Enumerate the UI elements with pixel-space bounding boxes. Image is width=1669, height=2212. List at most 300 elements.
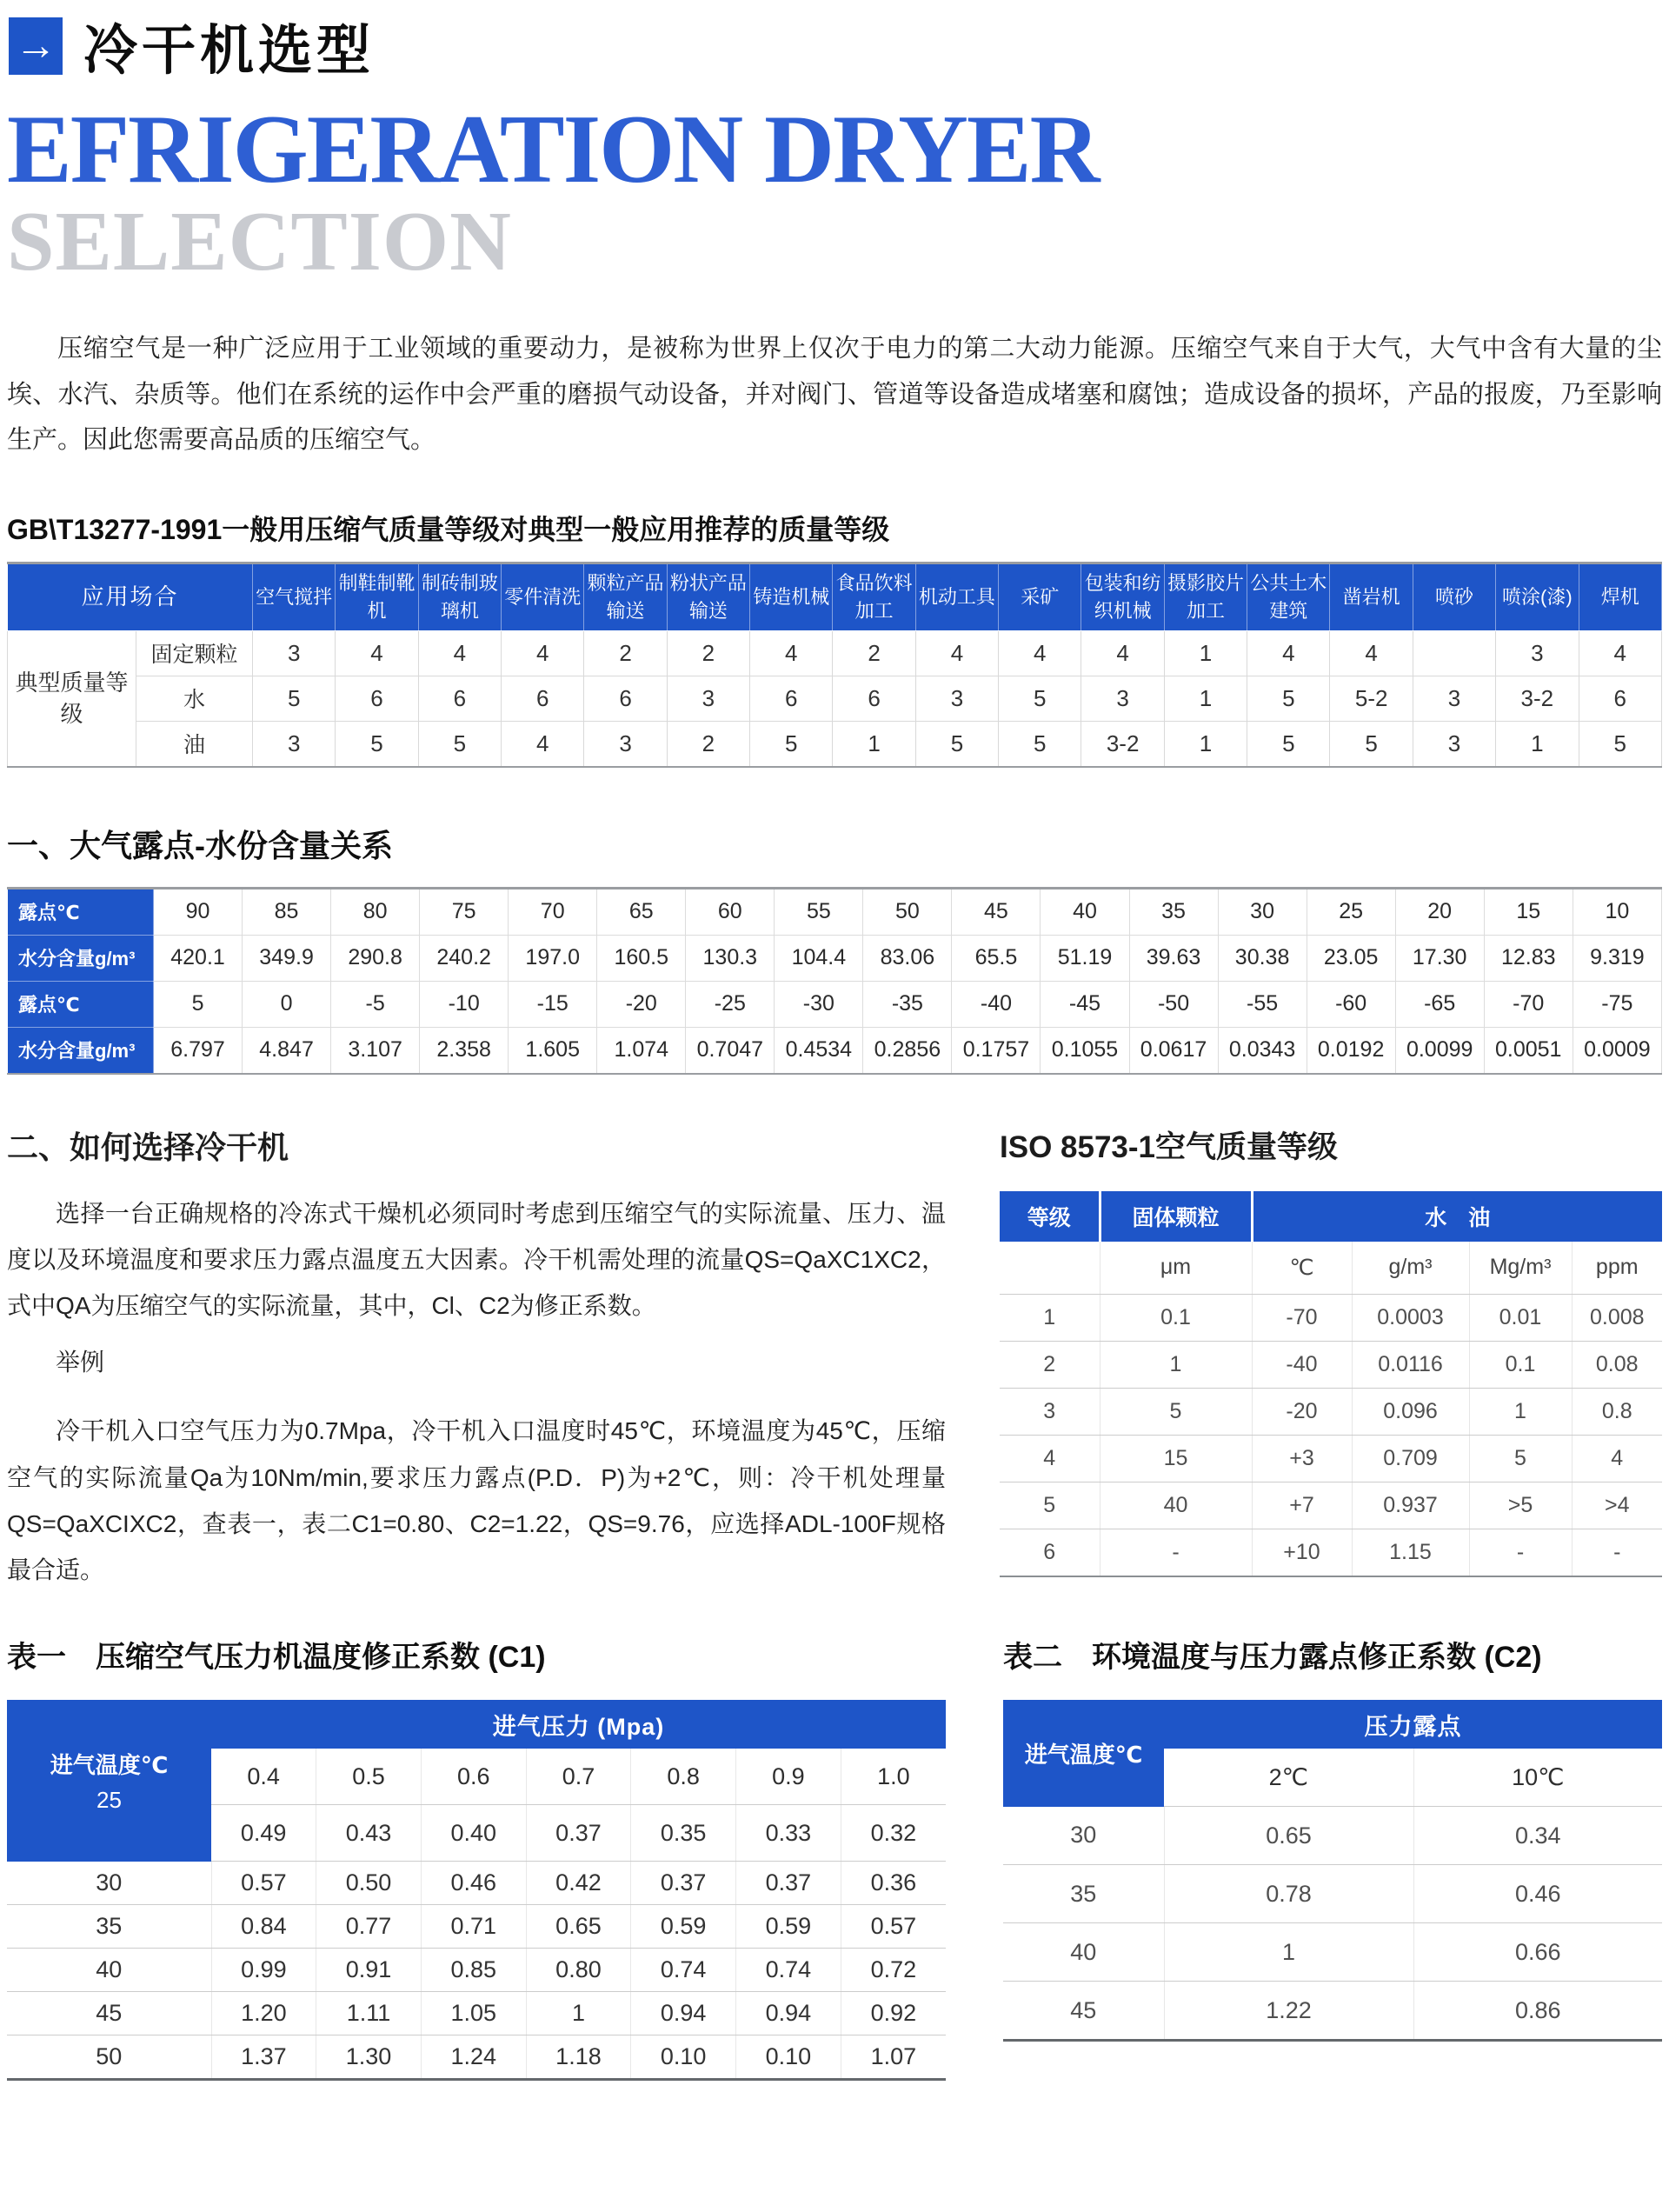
gb-cell: 5	[1579, 721, 1661, 767]
gb-cell: 3	[1413, 676, 1495, 721]
iso-cell: 0.0003	[1352, 1294, 1469, 1341]
c1-inlet-temp-label: 进气温度℃	[50, 1751, 169, 1778]
middle-two-column-zone	[7, 1123, 1662, 1594]
dew-cell: -45	[1041, 981, 1129, 1027]
c1-cell: 0.59	[631, 1905, 736, 1949]
gb-column-header: 公共土木建筑	[1247, 563, 1330, 630]
iso-cell: 0.1	[1100, 1294, 1252, 1341]
dew-cell: -10	[420, 981, 509, 1027]
dew-cell: 80	[331, 888, 420, 935]
dew-row-label: 水分含量g/m³	[8, 935, 154, 981]
dew-cell: 35	[1129, 888, 1218, 935]
c1-pressure-span-header: 进气压力 (Mpa)	[211, 1700, 946, 1749]
gb-cell: 6	[336, 676, 418, 721]
c2-dewpoint-span-header: 压力露点	[1164, 1700, 1662, 1749]
gb-cell: 2	[584, 630, 667, 676]
c1-cell: 1.30	[316, 2035, 422, 2080]
gb-rowgroup-label: 典型质量等级	[8, 630, 136, 767]
gb-cell: 6	[1579, 676, 1661, 721]
c1-correction-table	[7, 1700, 946, 2081]
gb-cell: 2	[667, 721, 749, 767]
c2-cell: 0.78	[1164, 1865, 1413, 1923]
c2-cell: 1	[1164, 1923, 1413, 1982]
c1-cell: 0.91	[316, 1949, 422, 1992]
dew-cell: 75	[420, 888, 509, 935]
c2-data-row	[1003, 1865, 1662, 1923]
c2-dewpoint-cell: 10℃	[1413, 1749, 1662, 1807]
dew-cell: 15	[1484, 888, 1573, 935]
gb-column-header: 包装和纺织机械	[1081, 563, 1164, 630]
c1-data-row	[7, 1949, 946, 1992]
dew-cell: -50	[1129, 981, 1218, 1027]
c1-temp-label: 35	[7, 1905, 211, 1949]
dew-cell: 160.5	[597, 935, 686, 981]
iso-cell: 6	[1000, 1529, 1100, 1576]
arrow-glyph: →	[15, 22, 57, 69]
gb-cell: 5	[999, 721, 1081, 767]
c1-cell: 0.57	[211, 1862, 316, 1905]
c1-temp-label: 30	[7, 1862, 211, 1905]
iso-section	[1000, 1123, 1662, 1594]
gb-corner-header: 应用场合	[8, 563, 253, 630]
dew-cell: -70	[1484, 981, 1573, 1027]
c2-temp-label: 30	[1003, 1807, 1164, 1865]
iso-cell: 0.937	[1352, 1482, 1469, 1529]
dew-cell: 197.0	[509, 935, 597, 981]
iso-unit-cell	[1000, 1242, 1100, 1295]
gb-data-row	[8, 676, 1662, 721]
dew-cell: -30	[775, 981, 863, 1027]
gb-cell	[1413, 630, 1495, 676]
gb-column-header: 焊机	[1579, 563, 1661, 630]
c1-data-row	[7, 1992, 946, 2035]
arrow-right-icon	[9, 17, 63, 75]
gb-cell: 1	[1164, 676, 1247, 721]
c1-cell: 1.18	[526, 2035, 631, 2080]
gb-cell: 3	[667, 676, 749, 721]
gb-column-header: 喷涂(漆)	[1496, 563, 1579, 630]
dew-cell: 90	[154, 888, 243, 935]
iso-cell: 0.1	[1469, 1341, 1572, 1388]
gb-column-header: 喷砂	[1413, 563, 1495, 630]
iso-cell: -40	[1252, 1341, 1352, 1388]
c1-table-title: 表一 压缩空气压力机温度修正系数 (C1)	[7, 1641, 546, 1675]
dew-cell: 0	[243, 981, 331, 1027]
dew-point-water-content-table	[7, 887, 1662, 1075]
dew-cell: 3.107	[331, 1027, 420, 1074]
gb-cell: 3-2	[1081, 721, 1164, 767]
dew-cell: -60	[1307, 981, 1395, 1027]
c1-cell: 0.99	[211, 1949, 316, 1992]
c2-cell: 1.22	[1164, 1982, 1413, 2041]
iso-header-water-oil: 水 油	[1252, 1191, 1662, 1242]
gb-cell: 1	[1164, 721, 1247, 767]
dew-data-row	[8, 981, 1662, 1027]
gb-column-header: 采矿	[999, 563, 1081, 630]
c1-cell: 1.20	[211, 1992, 316, 2035]
c1-cell: 0.10	[631, 2035, 736, 2080]
iso-data-row	[1000, 1529, 1662, 1576]
section2-title: 二、如何选择冷干机	[7, 1129, 289, 1165]
dew-cell: 0.1757	[952, 1027, 1041, 1074]
iso-table-title: ISO 8573-1空气质量等级	[1000, 1129, 1338, 1164]
dew-cell: 1.605	[509, 1027, 597, 1074]
gb-row-label: 油	[136, 721, 253, 767]
c1-cell: 0.57	[841, 1905, 946, 1949]
gb-cell: 3	[1413, 721, 1495, 767]
iso-cell: -70	[1252, 1294, 1352, 1341]
c1-section	[7, 1633, 946, 2081]
c1-cell: 1.07	[841, 2035, 946, 2080]
gb-cell: 3	[1081, 676, 1164, 721]
gb-cell: 5	[253, 676, 336, 721]
dew-cell: 51.19	[1041, 935, 1129, 981]
c1-cell: 1	[526, 1992, 631, 2035]
iso-cell: -20	[1252, 1388, 1352, 1435]
iso-cell: 0.01	[1469, 1294, 1572, 1341]
c1-cell: 0.94	[631, 1992, 736, 2035]
dew-data-row	[8, 935, 1662, 981]
c1-pressure-cell: 0.5	[316, 1749, 422, 1805]
iso-units-row	[1000, 1242, 1662, 1295]
dew-row-label: 露点℃	[8, 981, 154, 1027]
gb-cell: 5	[1330, 721, 1413, 767]
dew-row-label: 露点℃	[8, 888, 154, 935]
c1-cell: 0.74	[631, 1949, 736, 1992]
c1-data-row	[7, 2035, 946, 2080]
dew-cell: 55	[775, 888, 863, 935]
section1-title: 一、大气露点-水份含量关系	[7, 827, 393, 863]
gb-column-header: 摄影胶片加工	[1164, 563, 1247, 630]
iso-header-particles: 固体颗粒	[1100, 1191, 1252, 1242]
gb-column-header: 零件清洗	[502, 563, 584, 630]
dew-cell: -40	[952, 981, 1041, 1027]
gb-column-header: 铸造机械	[750, 563, 833, 630]
c2-table-title: 表二 环境温度与压力露点修正系数 (C2)	[1003, 1641, 1542, 1675]
iso-unit-cell: Mg/m³	[1469, 1242, 1572, 1295]
c1-cell: 1.11	[316, 1992, 422, 2035]
dew-cell: 23.05	[1307, 935, 1395, 981]
dew-cell: -20	[597, 981, 686, 1027]
c1-pressure-cell: 0.9	[736, 1749, 841, 1805]
gb-cell: 4	[1579, 630, 1661, 676]
c2-header-row	[1003, 1700, 1662, 1749]
c2-correction-table	[1003, 1700, 1662, 2042]
gb-cell: 6	[418, 676, 501, 721]
gb-cell: 5	[1247, 676, 1330, 721]
c1-data-row	[7, 1905, 946, 1949]
intro-paragraph: 压缩空气是一种广泛应用于工业领域的重要动力，是被称为世界上仅次于电力的第二大动力能源。压缩空气来自于大气，大气中含有大量的尘埃、水汽、杂质等。他们在系统的运作中会严重的磨损气动设备，并对阀门、管道等设备造成堵塞和腐蚀；造成设备的损坏，产品的报废，乃至影响生产。因此您需要高品质的压缩空气。	[7, 335, 1662, 454]
iso-cell: >5	[1469, 1482, 1572, 1529]
dew-cell: 104.4	[775, 935, 863, 981]
iso-header-row	[1000, 1191, 1662, 1242]
c2-data-row	[1003, 1807, 1662, 1865]
c1-first-temp-value: 25	[96, 1786, 122, 1813]
dew-cell: 85	[243, 888, 331, 935]
dew-cell: 0.7047	[686, 1027, 775, 1074]
gb-cell: 3	[584, 721, 667, 767]
c1-cell: 0.36	[841, 1862, 946, 1905]
iso-header-grade: 等级	[1000, 1191, 1100, 1242]
c1-data-row	[7, 1862, 946, 1905]
iso-cell: +3	[1252, 1435, 1352, 1482]
gb-cell: 6	[584, 676, 667, 721]
dew-cell: 0.4534	[775, 1027, 863, 1074]
c1-temp-label: 50	[7, 2035, 211, 2080]
gb-cell: 3-2	[1496, 676, 1579, 721]
gb-cell: 4	[1330, 630, 1413, 676]
dew-cell: 0.0192	[1307, 1027, 1395, 1074]
gb-cell: 3	[253, 630, 336, 676]
c1-pressure-cell: 0.7	[526, 1749, 631, 1805]
dew-cell: 0.2856	[863, 1027, 952, 1074]
c1-cell: 0.74	[736, 1949, 841, 1992]
c1-cell: 0.10	[736, 2035, 841, 2080]
c2-cell: 0.46	[1413, 1865, 1662, 1923]
iso-data-row	[1000, 1435, 1662, 1482]
gb-cell: 6	[750, 676, 833, 721]
dew-cell: 0.0617	[1129, 1027, 1218, 1074]
iso-cell: 0.08	[1572, 1341, 1662, 1388]
c1-cell: 0.85	[421, 1949, 526, 1992]
gb-cell: 2	[667, 630, 749, 676]
gb-cell: 5	[915, 721, 998, 767]
c1-cell: 0.71	[421, 1905, 526, 1949]
dew-cell: 83.06	[863, 935, 952, 981]
gb-cell: 3	[915, 676, 998, 721]
gb-cell: 5	[999, 676, 1081, 721]
c2-data-row	[1003, 1923, 1662, 1982]
gb-cell: 1	[1496, 721, 1579, 767]
iso-unit-cell: ppm	[1572, 1242, 1662, 1295]
c1-cell: 0.77	[316, 1905, 422, 1949]
dew-cell: -75	[1573, 981, 1661, 1027]
iso-cell: 4	[1572, 1435, 1662, 1482]
dew-data-row	[8, 1027, 1662, 1074]
dew-cell: 10	[1573, 888, 1661, 935]
c1-cell: 0.72	[841, 1949, 946, 1992]
c1-pressure-cell: 0.6	[421, 1749, 526, 1805]
iso-data-row	[1000, 1341, 1662, 1388]
c1-cell: 0.40	[421, 1805, 526, 1862]
dew-cell: 50	[863, 888, 952, 935]
dew-cell: -25	[686, 981, 775, 1027]
c2-cell: 0.65	[1164, 1807, 1413, 1865]
gb-cell: 4	[502, 721, 584, 767]
dew-cell: -35	[863, 981, 952, 1027]
c1-temp-label: 45	[7, 1992, 211, 2035]
dew-cell: 0.0051	[1484, 1027, 1573, 1074]
selection-paragraph: 选择一台正确规格的冷冻式干燥机必须同时考虑到压缩空气的实际流量、压力、温度以及环境温度和要求压力露点温度五大因素。冷干机需处理的流量QS=QaXC1XC2，式中QA为压缩空气的实际流量，其中，Cl、C2为修正系数。	[7, 1199, 946, 1320]
iso-cell: 3	[1000, 1388, 1100, 1435]
iso-cell: 0.709	[1352, 1435, 1469, 1482]
dew-cell: 40	[1041, 888, 1129, 935]
c2-temp-label: 35	[1003, 1865, 1164, 1923]
iso-cell: >4	[1572, 1482, 1662, 1529]
example-paragraph: 冷干机入口空气压力为0.7Mpa，冷干机入口温度时45℃，环境温度为45℃，压缩空气的实际流量Qa为10Nm/min,要求压力露点(P.D．P)为+2℃，则：冷干机处理量QS=QaXCIXC2，查表一，表二C1=0.80、C2=1.22，QS=9.76，应选择ADL-100F规格最合适。	[7, 1417, 946, 1584]
gb-header-row	[8, 563, 1662, 630]
gb-cell: 3	[1496, 630, 1579, 676]
dew-cell: 0.0099	[1395, 1027, 1484, 1074]
c2-temp-label: 45	[1003, 1982, 1164, 2041]
iso-cell: 5	[1000, 1482, 1100, 1529]
iso-cell: 5	[1100, 1388, 1252, 1435]
gb-column-header: 制砖制玻璃机	[418, 563, 501, 630]
iso-cell: 1	[1100, 1341, 1252, 1388]
iso-cell: -	[1469, 1529, 1572, 1576]
c1-cell: 0.49	[211, 1805, 316, 1862]
gb-column-header: 凿岩机	[1330, 563, 1413, 630]
c1-cell: 0.94	[736, 1992, 841, 2035]
gb-cell: 6	[502, 676, 584, 721]
dew-cell: 12.83	[1484, 935, 1573, 981]
c1-pressure-cell: 1.0	[841, 1749, 946, 1805]
gb-cell: 1	[1164, 630, 1247, 676]
dew-cell: 30.38	[1218, 935, 1307, 981]
dew-cell: 0.1055	[1041, 1027, 1129, 1074]
gb-cell: 4	[1247, 630, 1330, 676]
c1-cell: 1.05	[421, 1992, 526, 2035]
dew-cell: -65	[1395, 981, 1484, 1027]
c1-cell: 0.59	[736, 1905, 841, 1949]
gb-cell: 5	[750, 721, 833, 767]
dew-cell: -15	[509, 981, 597, 1027]
iso-cell: +7	[1252, 1482, 1352, 1529]
english-subtitle: SELECTION	[7, 195, 512, 290]
gb-column-header: 机动工具	[915, 563, 998, 630]
dew-cell: 45	[952, 888, 1041, 935]
dew-cell: 17.30	[1395, 935, 1484, 981]
iso-cell: 2	[1000, 1341, 1100, 1388]
dew-cell: 130.3	[686, 935, 775, 981]
c2-cell: 0.86	[1413, 1982, 1662, 2041]
c1-cell: 0.33	[736, 1805, 841, 1862]
gb-column-header: 空气搅拌	[253, 563, 336, 630]
c1-cell: 1.37	[211, 2035, 316, 2080]
dew-cell: 6.797	[154, 1027, 243, 1074]
example-label: 举例	[56, 1349, 105, 1376]
iso-cell: 4	[1000, 1435, 1100, 1482]
gb-row-label: 固定颗粒	[136, 630, 253, 676]
iso-cell: 1	[1469, 1388, 1572, 1435]
gb-cell: 1	[833, 721, 915, 767]
dew-cell: 4.847	[243, 1027, 331, 1074]
gb-cell: 5	[1247, 721, 1330, 767]
c1-cell: 0.32	[841, 1805, 946, 1862]
iso-cell: -	[1572, 1529, 1662, 1576]
gb-cell: 5-2	[1330, 676, 1413, 721]
iso-cell: 1	[1000, 1294, 1100, 1341]
dew-cell: 0.0343	[1218, 1027, 1307, 1074]
gb-cell: 6	[833, 676, 915, 721]
c1-cell: 0.37	[631, 1862, 736, 1905]
gb-standard-heading: GB\T13277-1991一般用压缩气质量等级对典型一般应用推荐的质量等级	[7, 513, 890, 545]
dew-row-label: 水分含量g/m³	[8, 1027, 154, 1074]
dew-cell: 25	[1307, 888, 1395, 935]
dew-cell: 240.2	[420, 935, 509, 981]
dew-cell: 1.074	[597, 1027, 686, 1074]
gb-cell: 4	[502, 630, 584, 676]
gb-cell: 5	[418, 721, 501, 767]
dew-cell: 9.319	[1573, 935, 1661, 981]
c1-header-row	[7, 1700, 946, 1749]
iso-cell: +10	[1252, 1529, 1352, 1576]
how-to-select-section	[7, 1123, 946, 1594]
c2-cell: 0.34	[1413, 1807, 1662, 1865]
dew-cell: 5	[154, 981, 243, 1027]
c2-dewpoint-cell: 2℃	[1164, 1749, 1413, 1807]
gb-column-header: 制鞋制靴机	[336, 563, 418, 630]
gb-cell: 4	[750, 630, 833, 676]
c1-cell: 0.37	[736, 1862, 841, 1905]
dew-cell: 2.358	[420, 1027, 509, 1074]
c1-cell: 0.42	[526, 1862, 631, 1905]
iso-data-row	[1000, 1388, 1662, 1435]
c2-inlet-temp-label: 进气温度℃	[1024, 1741, 1143, 1768]
dew-cell: -5	[331, 981, 420, 1027]
iso-cell: -	[1100, 1529, 1252, 1576]
iso-data-row	[1000, 1294, 1662, 1341]
gb-cell: 3	[253, 721, 336, 767]
dew-data-row	[8, 888, 1662, 935]
gb-cell: 4	[418, 630, 501, 676]
iso-unit-cell: ℃	[1252, 1242, 1352, 1295]
c1-cell: 0.35	[631, 1805, 736, 1862]
gb-cell: 4	[336, 630, 418, 676]
c2-data-row	[1003, 1982, 1662, 2041]
c1-cell: 0.50	[316, 1862, 422, 1905]
iso-unit-cell: μm	[1100, 1242, 1252, 1295]
iso-cell: 0.0116	[1352, 1341, 1469, 1388]
english-title: EFRIGERATION DRYER	[7, 96, 1099, 203]
page-header	[9, 7, 1662, 84]
dew-cell: 65	[597, 888, 686, 935]
page-title: 冷干机选型	[83, 21, 376, 81]
gb-cell: 5	[336, 721, 418, 767]
dew-cell: 39.63	[1129, 935, 1218, 981]
c1-temp-label: 40	[7, 1949, 211, 1992]
c1-cell: 0.80	[526, 1949, 631, 1992]
bottom-two-column-zone	[7, 1633, 1662, 2081]
dew-cell: 349.9	[243, 935, 331, 981]
iso-air-quality-table	[1000, 1191, 1662, 1577]
c1-cell: 0.46	[421, 1862, 526, 1905]
dew-cell: 290.8	[331, 935, 420, 981]
iso-cell: 0.008	[1572, 1294, 1662, 1341]
dew-cell: 30	[1218, 888, 1307, 935]
c2-corner-header	[1003, 1700, 1164, 1807]
gb-cell: 4	[1081, 630, 1164, 676]
iso-cell: 15	[1100, 1435, 1252, 1482]
c2-cell: 0.66	[1413, 1923, 1662, 1982]
dew-cell: 20	[1395, 888, 1484, 935]
dew-cell: 420.1	[154, 935, 243, 981]
dew-cell: -55	[1218, 981, 1307, 1027]
c2-temp-label: 40	[1003, 1923, 1164, 1982]
iso-cell: 40	[1100, 1482, 1252, 1529]
gb-column-header: 颗粒产品输送	[584, 563, 667, 630]
c1-cell: 0.37	[526, 1805, 631, 1862]
dew-cell: 65.5	[952, 935, 1041, 981]
gb-cell: 4	[915, 630, 998, 676]
gb-column-header: 食品饮料加工	[833, 563, 915, 630]
c1-cell: 1.24	[421, 2035, 526, 2080]
gb-cell: 4	[999, 630, 1081, 676]
gb-row-label: 水	[136, 676, 253, 721]
c1-cell: 0.84	[211, 1905, 316, 1949]
iso-cell: 5	[1469, 1435, 1572, 1482]
iso-data-row	[1000, 1482, 1662, 1529]
